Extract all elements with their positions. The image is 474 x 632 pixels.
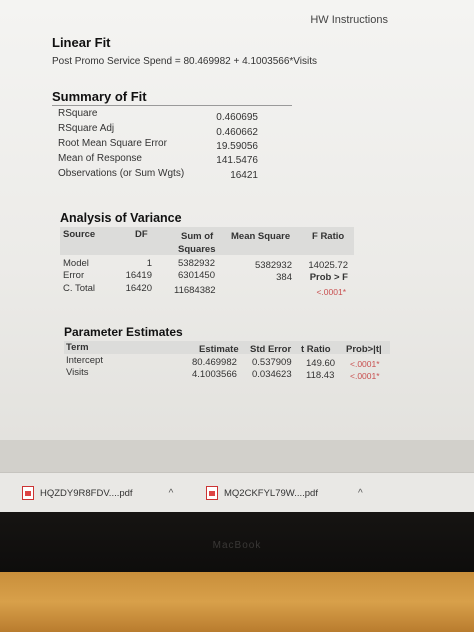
summary-value: 0.460695: [216, 112, 258, 123]
param-prob: <.0001*: [350, 359, 380, 369]
download-filename: MQ2CKFYL79W....pdf: [224, 487, 318, 499]
param-prob: <.0001*: [350, 371, 380, 381]
header-title: HW Instructions: [310, 14, 388, 26]
download-bar: [0, 472, 474, 513]
summary-value: 141.5476: [216, 155, 258, 166]
param-estimate: 80.469982: [192, 357, 237, 368]
anova-source: C. Total: [63, 283, 96, 294]
anova-df: 16419: [125, 270, 152, 281]
pdf-file-icon: [22, 486, 34, 500]
pdf-file-icon: [206, 486, 218, 500]
summary-value: 0.460662: [216, 127, 258, 138]
chevron-up-icon[interactable]: ^: [357, 487, 363, 499]
prob-f-label: Prob > F: [309, 272, 348, 283]
laptop-brand-label: MacBook: [212, 540, 262, 551]
anova-ss: 11684382: [174, 285, 216, 296]
param-header-estimate: Estimate: [199, 344, 239, 355]
param-t-ratio: 149.60: [306, 358, 336, 369]
summary-label: RSquare: [58, 108, 98, 119]
anova-header-source: Source: [63, 229, 96, 240]
download-item[interactable]: [206, 483, 363, 503]
anova-header-ss-2: Squares: [178, 244, 216, 255]
param-std-error: 0.034623: [252, 369, 292, 380]
prob-f-value: <.0001*: [316, 287, 346, 297]
laptop-body: [0, 572, 474, 632]
param-t-ratio: 118.43: [306, 370, 335, 381]
anova-header-ss-1: Sum of: [181, 231, 214, 242]
param-header-term: Term: [66, 342, 89, 353]
anova-ms: 5382932: [255, 260, 292, 271]
summary-divider: [52, 105, 292, 106]
summary-value: 19.59056: [216, 141, 258, 152]
anova-source: Model: [63, 258, 89, 269]
summary-value: 16421: [230, 170, 258, 181]
param-term: Visits: [66, 367, 89, 378]
anova-df: 1: [146, 258, 152, 269]
summary-label: Mean of Response: [58, 153, 142, 164]
summary-of-fit-title: Summary of Fit: [52, 89, 147, 104]
anova-header-f: F Ratio: [312, 231, 345, 242]
param-estimate: 4.1003566: [192, 369, 237, 380]
anova-df: 16420: [125, 283, 152, 294]
anova-header-ms: Mean Square: [231, 231, 291, 242]
anova-ss: 6301450: [178, 270, 215, 281]
anova-f-ratio: 14025.72: [308, 260, 348, 271]
param-header-prob: Prob>|t|: [346, 344, 382, 355]
param-std-error: 0.537909: [252, 357, 292, 368]
anova-header-df: DF: [135, 229, 148, 240]
chevron-up-icon[interactable]: ^: [168, 487, 174, 499]
summary-label: Observations (or Sum Wgts): [58, 168, 185, 179]
anova-ms: 384: [276, 272, 292, 283]
param-header-std-error: Std Error: [250, 344, 292, 355]
anova-ss: 5382932: [178, 258, 215, 269]
linear-fit-title: Linear Fit: [52, 35, 111, 50]
summary-label: Root Mean Square Error: [58, 138, 167, 149]
download-item[interactable]: [22, 483, 173, 503]
anova-title: Analysis of Variance: [60, 211, 182, 225]
window-bottom-area: [0, 440, 474, 472]
linear-fit-equation: Post Promo Service Spend = 80.469982 + 4.1003566*Visits: [52, 56, 317, 67]
parameter-estimates-title: Parameter Estimates: [64, 325, 183, 339]
param-header-t-ratio: t Ratio: [301, 344, 331, 355]
summary-label: RSquare Adj: [58, 123, 115, 134]
download-filename: HQZDY9R8FDV....pdf: [40, 487, 133, 499]
param-term: Intercept: [66, 355, 103, 366]
anova-source: Error: [63, 270, 85, 281]
